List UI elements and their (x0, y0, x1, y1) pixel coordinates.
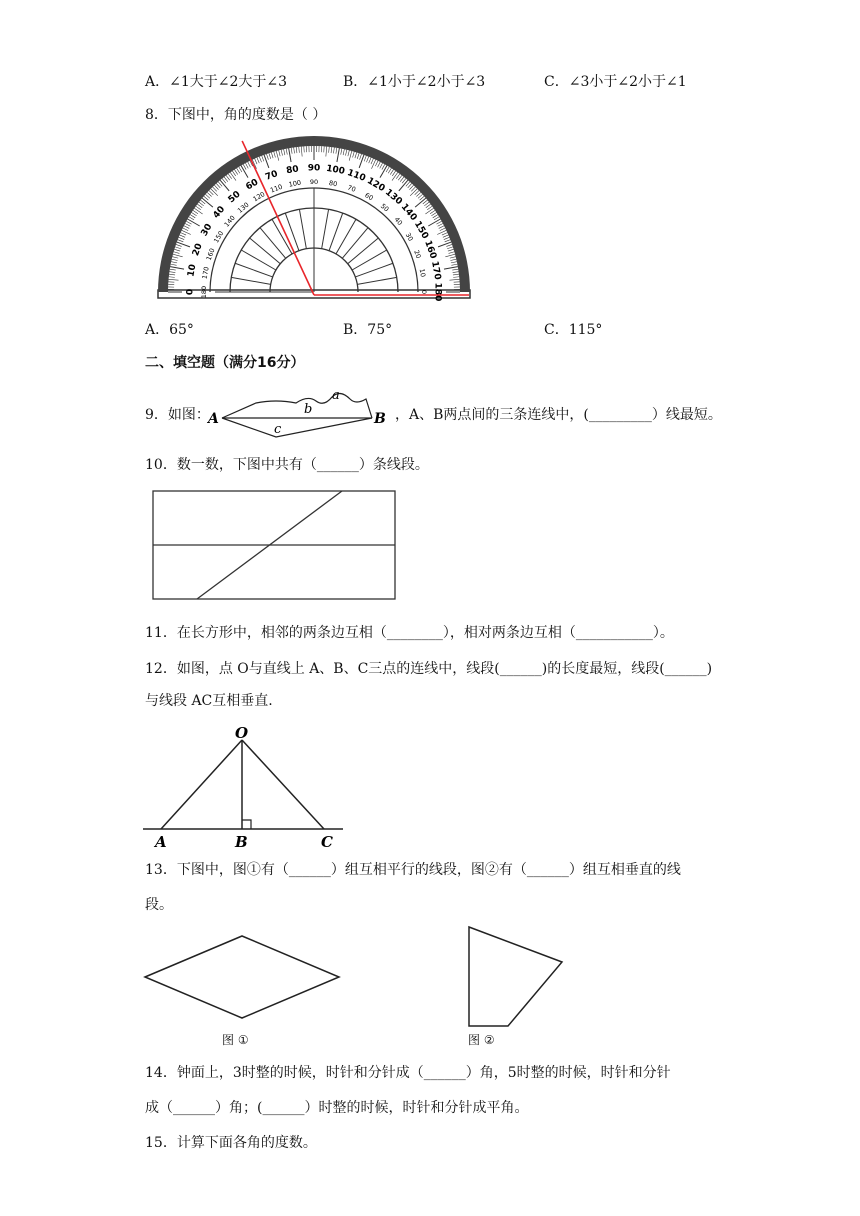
protractor-tick (189, 217, 194, 220)
protractor-tick (232, 171, 235, 176)
protractor-tick (388, 168, 391, 173)
q13-figure-2 (462, 922, 572, 1032)
q7-option-c: C．∠3小于∠2小于∠1 (544, 74, 687, 90)
protractor-outer-label: 180 (432, 282, 443, 302)
protractor-tick (237, 168, 240, 173)
protractor-tick (378, 162, 381, 167)
protractor-tick (269, 153, 271, 159)
protractor-tick (286, 149, 287, 155)
q9-label-b: b (304, 402, 313, 417)
protractor-tick (444, 267, 458, 269)
protractor-inner-label: 60 (363, 191, 375, 203)
protractor-inner-label: 100 (288, 178, 302, 189)
q9-suffix: ，A、B两点间的三条连线中，(_________）线最短。 (395, 407, 722, 423)
protractor-inner-label: 160 (204, 247, 217, 262)
protractor-outer-label: 20 (191, 242, 205, 258)
protractor-spoke (299, 209, 306, 248)
protractor-inner-label: 150 (212, 229, 226, 245)
section-title: 二、填空题（满分16分） (145, 355, 305, 371)
protractor-tick (382, 164, 385, 169)
protractor-spoke (250, 238, 281, 264)
protractor-outer-label: 110 (345, 168, 367, 184)
protractor-tick (440, 228, 445, 231)
protractor-outer-label: 150 (411, 219, 430, 241)
angle-ray-slanted (242, 141, 314, 295)
protractor-inner-label: 20 (412, 249, 423, 260)
protractor-outer-label: 140 (398, 202, 419, 224)
protractor-tick (343, 149, 344, 155)
q12-label-C: C (321, 833, 333, 851)
protractor-tick (369, 158, 371, 164)
protractor-tick (434, 217, 439, 220)
protractor-tick (196, 206, 201, 210)
protractor-tick (326, 147, 327, 157)
q13-line2: 段。 (145, 897, 173, 913)
protractor-outer-label: 40 (211, 204, 228, 221)
protractor-tick (336, 148, 337, 154)
protractor-tick (446, 244, 452, 246)
protractor-tick (353, 152, 355, 158)
protractor-tick (442, 233, 447, 235)
protractor-tick (452, 269, 458, 270)
protractor-inner-label: 130 (235, 200, 251, 215)
protractor-tick (175, 247, 181, 249)
protractor-tick (214, 185, 218, 189)
q14-line1: 14．钟面上，3时整的时候，时针和分针成（______）角，5时整的时候，时针和分针 (145, 1065, 671, 1081)
protractor-inner-label: 120 (251, 190, 267, 204)
protractor-tick (444, 237, 450, 239)
protractor-tick (453, 274, 459, 275)
protractor-tick (169, 277, 175, 278)
q8-option-b: B．75° (343, 322, 393, 338)
protractor-tick (274, 152, 276, 158)
protractor-tick (239, 167, 242, 172)
protractor-spokes (231, 188, 396, 292)
protractor-tick (281, 150, 282, 156)
protractor-tick (433, 215, 438, 218)
protractor-tick (418, 194, 422, 198)
protractor-tick (410, 189, 417, 196)
protractor-tick (296, 147, 297, 153)
protractor-tick (398, 175, 402, 180)
protractor-tick (190, 215, 195, 218)
q7-option-b: B．∠1小于∠2小于∠3 (343, 74, 486, 90)
protractor-tick (450, 257, 456, 258)
protractor-tick (172, 259, 178, 260)
protractor-tick (183, 228, 188, 231)
protractor-outer-label: 100 (325, 163, 346, 177)
q12-label-O: O (235, 724, 249, 742)
protractor-tick (451, 264, 457, 265)
protractor-tick (331, 147, 332, 153)
protractor-tick (453, 277, 459, 278)
protractor-tick (364, 156, 366, 162)
protractor-inner-label: 80 (328, 179, 338, 189)
protractor-tick (186, 221, 191, 224)
protractor-tick (180, 235, 186, 237)
protractor-tick (448, 249, 454, 251)
protractor-tick (207, 192, 211, 196)
protractor-tick (209, 191, 213, 195)
protractor-tick (294, 147, 295, 153)
protractor-spoke (348, 238, 379, 264)
protractor-tick (386, 167, 389, 172)
protractor-tick (284, 149, 285, 155)
q13-fig1-caption: 图 ① (222, 1033, 249, 1047)
protractor-inner-label: 90 (309, 178, 319, 186)
protractor-tick (449, 252, 455, 254)
q9-label-A: A (208, 411, 219, 427)
protractor-tick (170, 267, 184, 269)
protractor-tick (279, 150, 280, 156)
protractor-tick (445, 240, 451, 242)
protractor-tick (436, 221, 441, 224)
protractor-tick (234, 170, 237, 175)
q13-line1: 13．下图中，图①有（______）组互相平行的线段，图②有（______）组互相垂直的线 (145, 862, 681, 878)
protractor-tick (439, 226, 444, 229)
q13-figure-1 (143, 932, 343, 1022)
protractor-tick (169, 272, 175, 273)
protractor-tick (349, 151, 352, 161)
protractor-outer-label: 160 (422, 239, 438, 261)
protractor-tick (450, 259, 456, 260)
protractor-tick (392, 172, 398, 180)
protractor-tick (271, 152, 273, 158)
protractor-outer-label: 30 (199, 222, 215, 239)
protractor-tick (408, 184, 412, 188)
protractor-tick (241, 166, 248, 178)
protractor-tick (341, 149, 342, 155)
q9-prefix: 9．如图： (145, 407, 210, 423)
protractor-outer-label: 170 (429, 260, 443, 281)
protractor-tick (411, 187, 415, 191)
protractor-spoke (342, 228, 368, 259)
q11-stem: 11．在长方形中，相邻的两条边互相（________），相对两条边互相（___________）。 (145, 625, 674, 641)
protractor-inner-label: 170 (200, 266, 211, 280)
protractor-tick (301, 147, 302, 157)
protractor-tick (257, 158, 259, 164)
protractor-tick (174, 252, 180, 254)
protractor-tick (390, 170, 393, 175)
protractor-tick (171, 264, 177, 265)
protractor-tick (177, 242, 190, 247)
protractor-inner-label: 110 (269, 182, 284, 195)
q9-label-a: a (332, 388, 340, 403)
protractor-tick (447, 247, 453, 249)
protractor-tick (264, 155, 269, 168)
q9-figure (206, 385, 396, 445)
protractor-tick (185, 223, 190, 226)
protractor-tick (176, 244, 182, 246)
protractor-tick (329, 147, 330, 153)
protractor-tick (170, 269, 176, 270)
protractor-spoke (322, 209, 329, 248)
protractor-tick (169, 279, 179, 280)
protractor-tick (366, 157, 368, 163)
protractor-inner-label: 40 (392, 215, 404, 228)
protractor-outer-label: 60 (244, 177, 261, 193)
q8-option-c: C．115° (544, 322, 603, 338)
protractor-tick (409, 185, 413, 189)
protractor-tick (445, 254, 455, 257)
protractor-tick (169, 274, 175, 275)
protractor-tick (194, 208, 202, 214)
protractor-tick (337, 148, 339, 162)
protractor-tick (262, 156, 264, 162)
protractor-tick (400, 177, 404, 182)
protractor-tick (197, 204, 202, 208)
protractor-tick (216, 184, 220, 188)
protractor-tick (259, 157, 261, 163)
protractor-tick (424, 202, 429, 206)
protractor-inner-label: 50 (378, 202, 391, 214)
protractor-tick (230, 172, 236, 180)
protractor-outer-label: 90 (307, 163, 321, 174)
protractor-tick (357, 153, 359, 159)
q12-line1: 12．如图，点 O与直线上 A、B、C三点的连线中，线段(______)的长度最短，线段(______) (145, 661, 713, 677)
protractor-tick (359, 155, 364, 168)
q9-label-c: c (274, 422, 282, 437)
q15-stem: 15．计算下面各角的度数。 (145, 1135, 317, 1151)
protractor-tick (449, 279, 459, 280)
protractor-tick (224, 177, 228, 182)
protractor-outer-label: 10 (186, 263, 199, 278)
protractor-inner-label: 140 (222, 213, 237, 229)
protractor-tick (443, 235, 449, 237)
protractor-tick (355, 152, 357, 158)
protractor-tick (451, 262, 457, 263)
protractor-tick (172, 257, 178, 258)
q12-line2: 与线段 AC互相垂直. (145, 693, 273, 709)
protractor-tick (392, 171, 395, 176)
protractor-tick (213, 187, 217, 191)
protractor-tick (226, 175, 230, 180)
protractor-tick (248, 162, 251, 167)
protractor-inner-label: 180 (200, 285, 208, 299)
protractor-tick (173, 254, 183, 257)
protractor-tick (255, 159, 257, 164)
protractor-tick (171, 262, 177, 263)
protractor-tick (178, 240, 184, 242)
protractor-tick (425, 208, 433, 214)
protractor-tick (416, 192, 420, 196)
protractor-tick (427, 206, 432, 210)
protractor-outer-label: 0 (185, 288, 196, 296)
q12-figure (143, 722, 353, 852)
q14-line2: 成（______）角；(______）时整的时候，时针和分针成平角。 (145, 1100, 529, 1116)
q8-option-a: A．65° (145, 322, 194, 338)
protractor-tick (291, 148, 292, 154)
protractor-tick (380, 166, 387, 178)
protractor-outer-label: 70 (264, 169, 280, 183)
protractor-inner-label: 70 (346, 183, 357, 194)
protractor-tick (184, 226, 189, 229)
protractor-tick (192, 212, 197, 215)
protractor-tick (174, 249, 180, 251)
protractor-tick (333, 147, 334, 153)
protractor-tick (415, 191, 419, 195)
protractor-spoke (231, 277, 270, 284)
protractor-tick (453, 272, 459, 273)
protractor-spoke (357, 277, 396, 284)
protractor-tick (380, 163, 383, 168)
q10-figure (152, 490, 402, 602)
protractor-tick (289, 148, 291, 162)
protractor-spoke (260, 228, 286, 259)
protractor-tick (206, 194, 210, 198)
protractor-tick (431, 212, 436, 215)
protractor-figure (155, 135, 475, 305)
protractor-tick (193, 210, 198, 213)
protractor-tick (396, 174, 400, 179)
protractor-tick (228, 174, 232, 179)
q10-stem: 10．数一数，下图中共有（______）条线段。 (145, 457, 429, 473)
protractor-inner-label: 0 (420, 289, 428, 295)
protractor-tick (211, 189, 218, 196)
protractor-outer-label: 130 (382, 187, 404, 208)
protractor-outer-label: 120 (365, 176, 387, 195)
q8-stem: 8．下图中，角的度数是（ ） (145, 107, 327, 123)
protractor-tick (276, 151, 279, 161)
q12-label-A: A (155, 833, 167, 851)
protractor-tick (299, 147, 300, 153)
protractor-tick (438, 223, 443, 226)
q13-fig2-caption: 图 ② (468, 1033, 495, 1047)
protractor-tick (345, 150, 346, 156)
protractor-tick (371, 159, 373, 164)
protractor-inner-label: 30 (403, 231, 415, 243)
protractor-inner-label: 10 (417, 268, 427, 278)
q9-label-B: B (374, 411, 386, 427)
protractor-tick (428, 219, 440, 226)
protractor-tick (266, 154, 268, 160)
protractor-tick (199, 202, 204, 206)
protractor-tick (179, 237, 185, 239)
protractor-tick (181, 233, 186, 235)
protractor-tick (243, 164, 246, 169)
q12-label-B: B (235, 833, 248, 851)
protractor-tick (438, 242, 451, 247)
protractor-tick (188, 219, 200, 226)
protractor-outer-label: 80 (285, 164, 300, 177)
protractor-tick (245, 163, 248, 168)
q7-option-a: A．∠1大于∠2大于∠3 (145, 74, 288, 90)
protractor-tick (360, 154, 362, 160)
protractor-tick (375, 161, 378, 166)
protractor-tick (348, 150, 349, 156)
protractor-tick (426, 204, 431, 208)
protractor-outer-label: 50 (226, 189, 243, 206)
protractor-tick (430, 210, 435, 213)
